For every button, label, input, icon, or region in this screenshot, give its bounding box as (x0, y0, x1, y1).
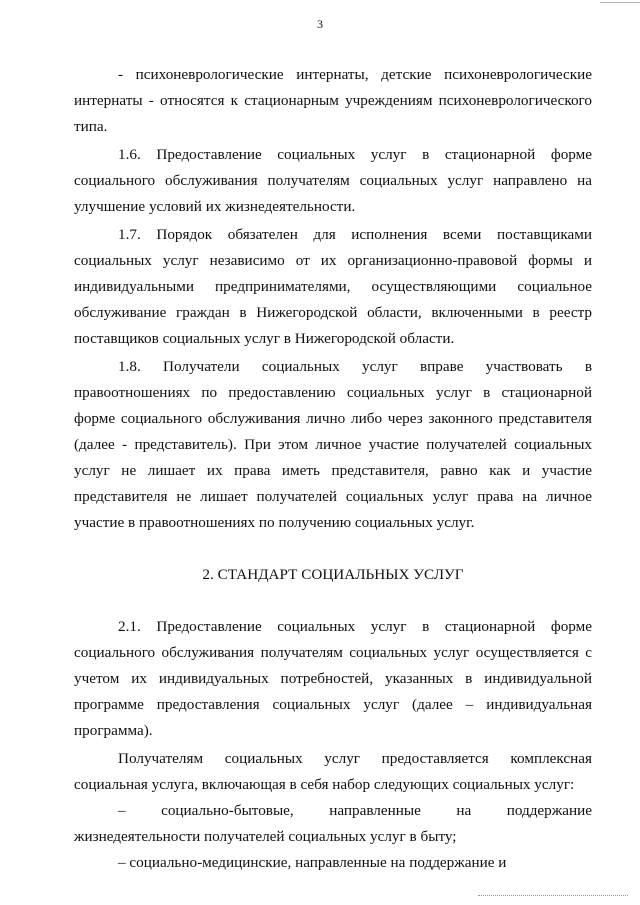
scan-artifact-top (600, 2, 640, 3)
document-body (74, 62, 592, 876)
paragraph-1-8: 1.8. Получатели социальных услуг вправе участвовать в правоотношениях по предоставлению социальных услуг в стационарной форме социального обслуживания лично либо через законного представителя (далее - представитель). При этом личное участие получателей социальных услуг не лишает их права иметь представителя, равно как и участие представителя не лишает получателей социальных услуг права на личное участие в правоотношениях по получению социальных услуг. (74, 358, 592, 531)
paragraph-2-1: 2.1. Предоставление социальных услуг в стационарной форме социального обслуживания получателям социальных услуг осуществляется с учетом их индивидуальных потребностей, указанных в индивидуальной программе предоставления социальных услуг (далее – индивидуальная программа). (74, 618, 592, 739)
paragraph-1-6: 1.6. Предоставление социальных услуг в стационарной форме социального обслуживания получателям социальных услуг направлено на улучшение условий их жизнедеятельности. (74, 146, 592, 215)
paragraph-interns: - психоневрологические интернаты, детские психоневрологические интернаты - относятся к стационарным учреждениям психоневрологического типа. (74, 66, 592, 135)
paragraph-complex-service: Получателям социальных услуг предоставляется комплексная социальная услуга, включающая в себя набор следующих социальных услуг: (74, 750, 592, 793)
page-number: 3 (317, 17, 323, 31)
list-item-social-medical: – социально-медицинские, направленные на поддержание и (118, 854, 507, 871)
section-2-heading: 2. СТАНДАРТ СОЦИАЛЬНЫХ УСЛУГ (202, 566, 464, 583)
list-item-social-domestic: – социально-бытовые, направленные на поддержание жизнедеятельности получателей социальных услуг в быту; (74, 802, 592, 845)
paragraph-1-7: 1.7. Порядок обязателен для исполнения всеми поставщиками социальных услуг независимо от их организационно-правовой формы и индивидуальными предпринимателями, осуществляющими социальное обслуживание граждан в Нижегородской области, включенными в реестр поставщиков социальных услуг в Нижегородской области. (74, 226, 592, 347)
scan-artifact-bottom (478, 895, 628, 899)
